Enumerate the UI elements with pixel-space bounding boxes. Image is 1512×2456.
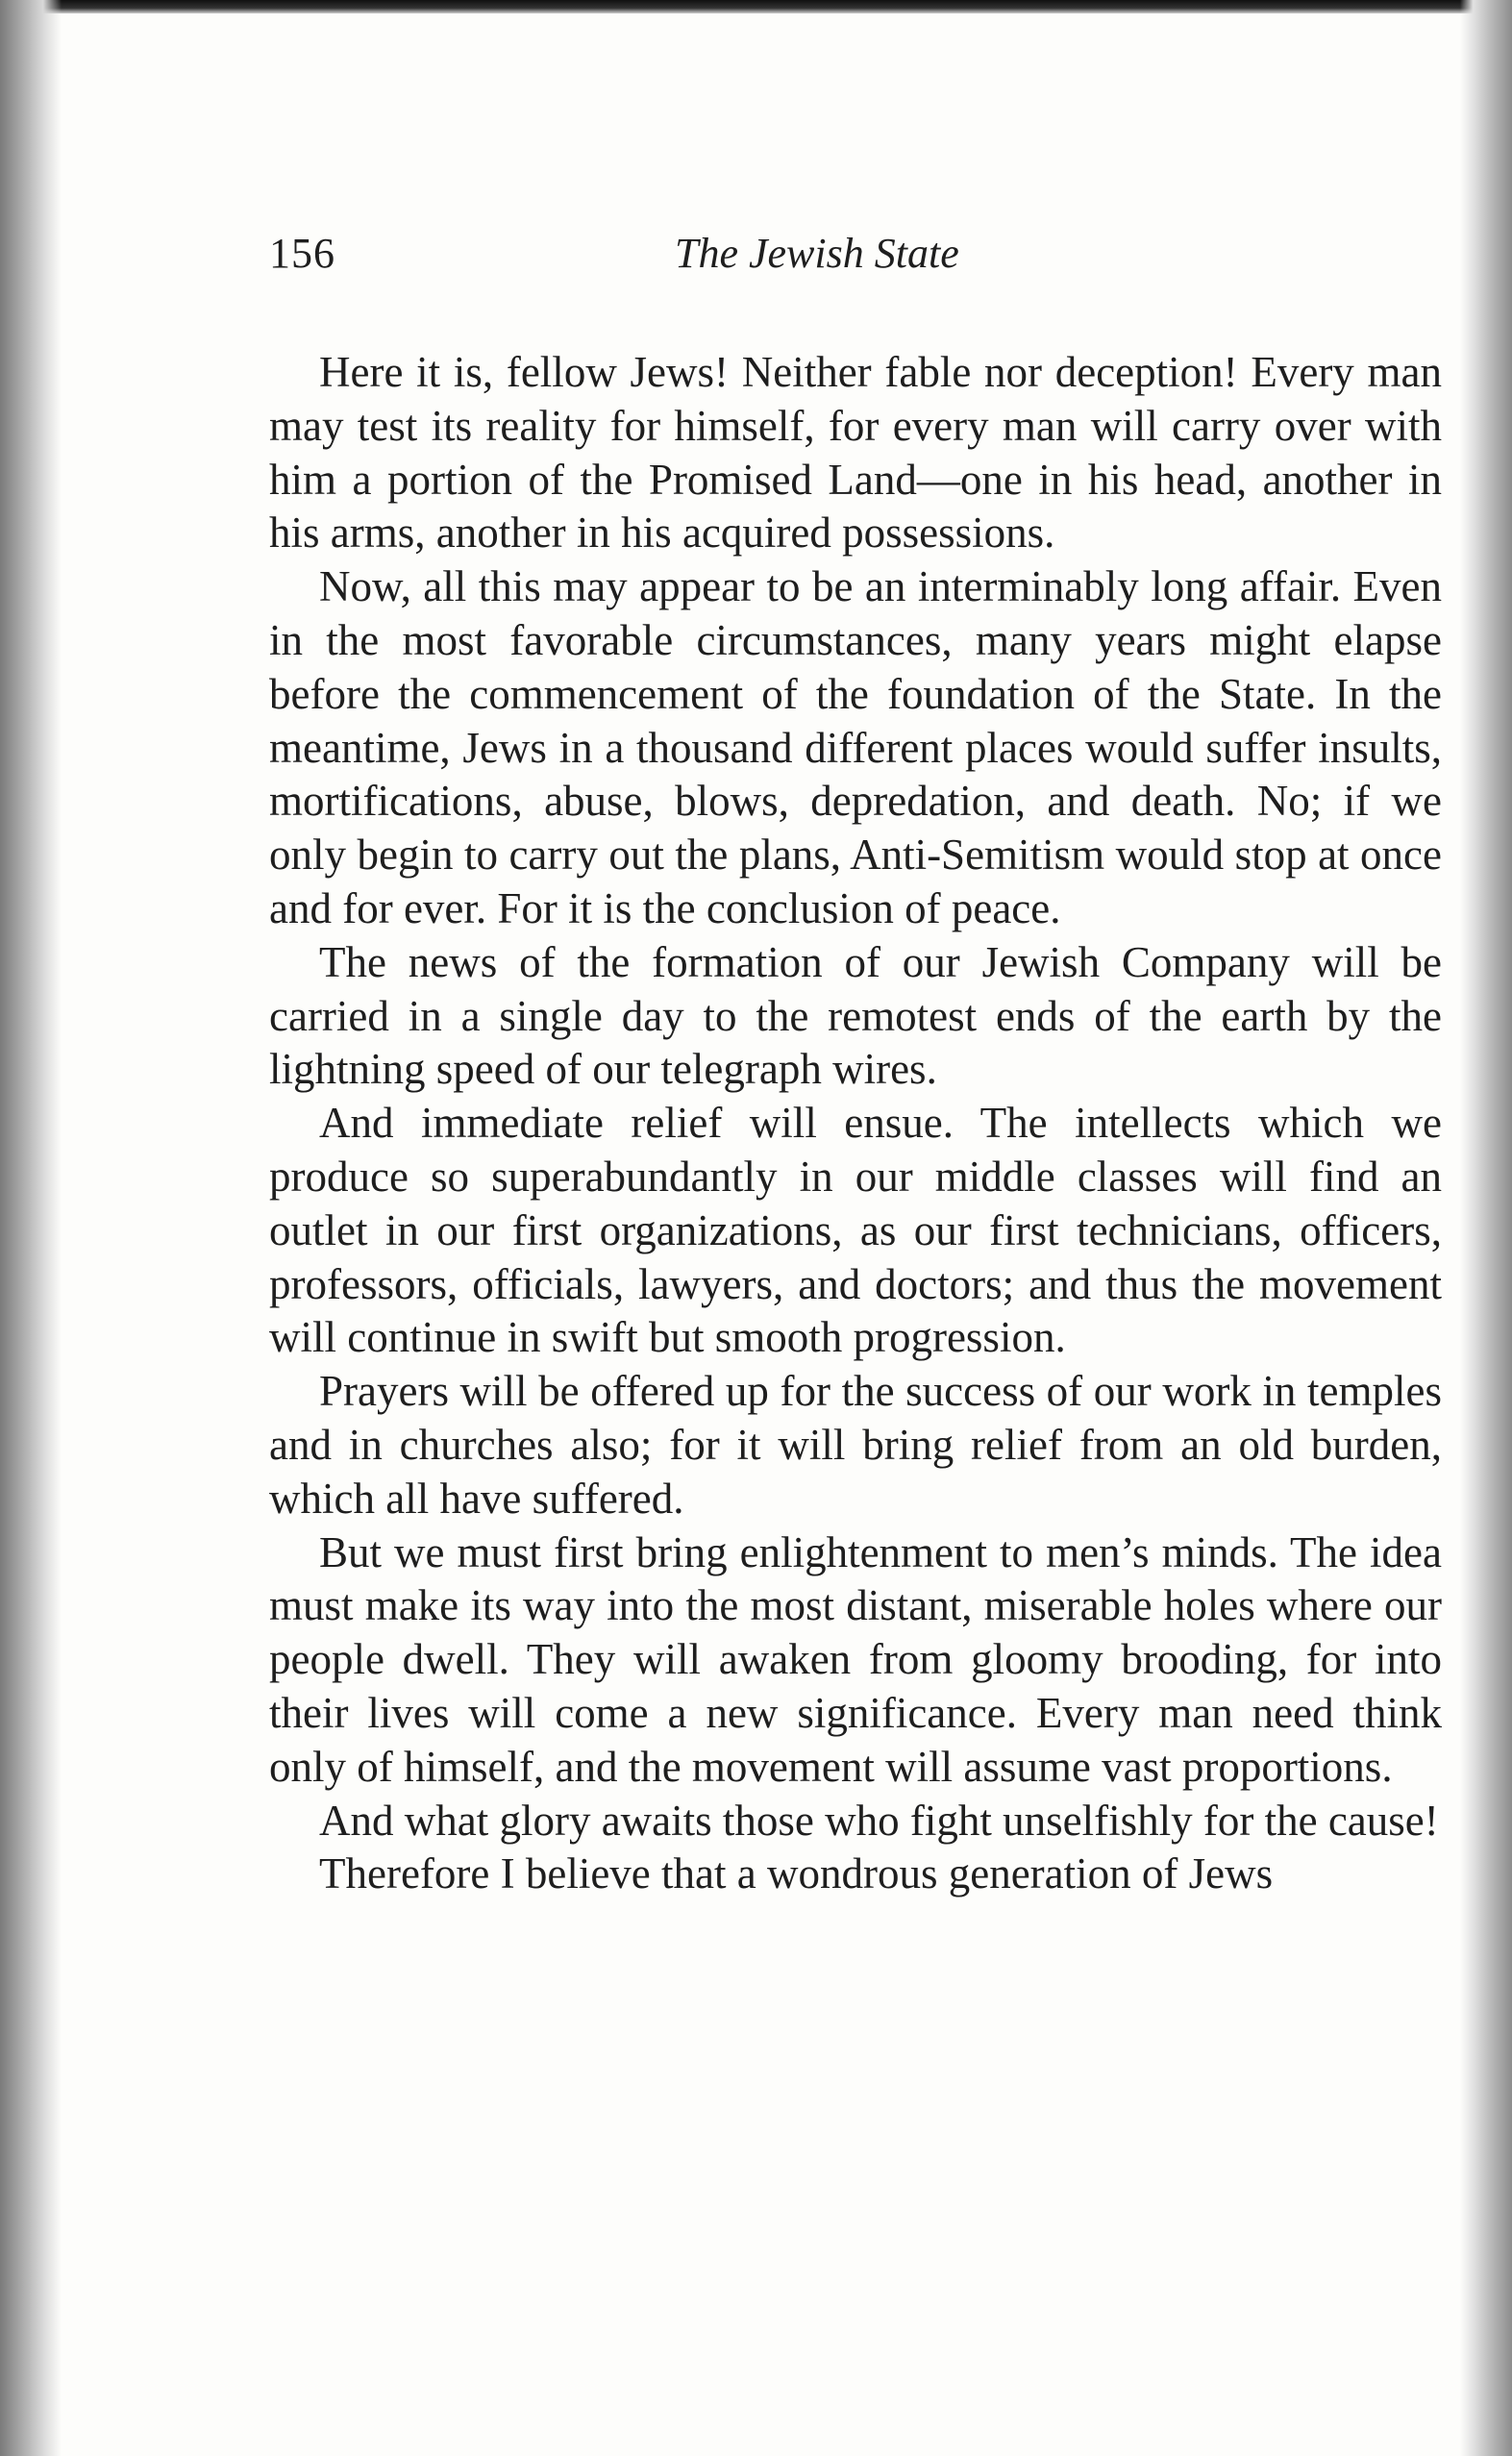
binding-shadow <box>0 0 62 2456</box>
paragraph: And immediate relief will ensue. The intellects which we produce so superabundantly in our middle classes will find an outlet in our first organizations, as our first technicians, officers, professors, officials, lawyers, and doctors; and thus the movement will continue in swift but smooth progression. <box>269 1099 1442 1362</box>
paragraph: Prayers will be offered up for the success of our work in temples and in churches also; for it will bring relief from an old burden, which all have suffered. <box>269 1367 1442 1523</box>
paragraph: But we must first bring enlightenment to men’s minds. The idea must make its way into the most distant, miserable holes where our people dwell. They will awaken from gloomy brooding, for into their lives will come a new significance. Every man need think only of himself, and the movement will assume vast proportions. <box>269 1527 1442 1791</box>
running-title: The Jewish State <box>675 230 959 277</box>
paragraph: Now, all this may appear to be an interminably long affair. Even in the most favorable circumstances, many years might elapse before the commencement of the foundation of the State. In the meantime, Jews in a thousand different places would suffer insults, mortifications, abuse, blows, depredation, and death. No; if we only begin to carry out the plans, Anti-Semitism would stop at once and for ever. For it is the conclusion of peace. <box>269 562 1442 932</box>
paragraph: The news of the formation of our Jewish Company will be carried in a single day to the remotest ends of the earth by the lightning speed of our telegraph wires. <box>269 937 1442 1094</box>
body-text <box>269 346 1442 1901</box>
paragraph: And what glory awaits those who fight unselfishly for the cause! <box>319 1796 1439 1845</box>
paragraph: Here it is, fellow Jews! Neither fable nor deception! Every man may test its reality for himself, for every man will carry over with him a portion of the Promised Land—one in his head, another in his arms, another in his acquired possessions. <box>269 348 1442 558</box>
scan-top-edge-shadow <box>0 0 1512 13</box>
running-header <box>269 229 1442 286</box>
page-edge-shadow <box>1460 0 1512 2456</box>
page-number: 156 <box>269 230 335 277</box>
paragraph: Therefore I believe that a wondrous generation of Jews <box>319 1849 1274 1898</box>
